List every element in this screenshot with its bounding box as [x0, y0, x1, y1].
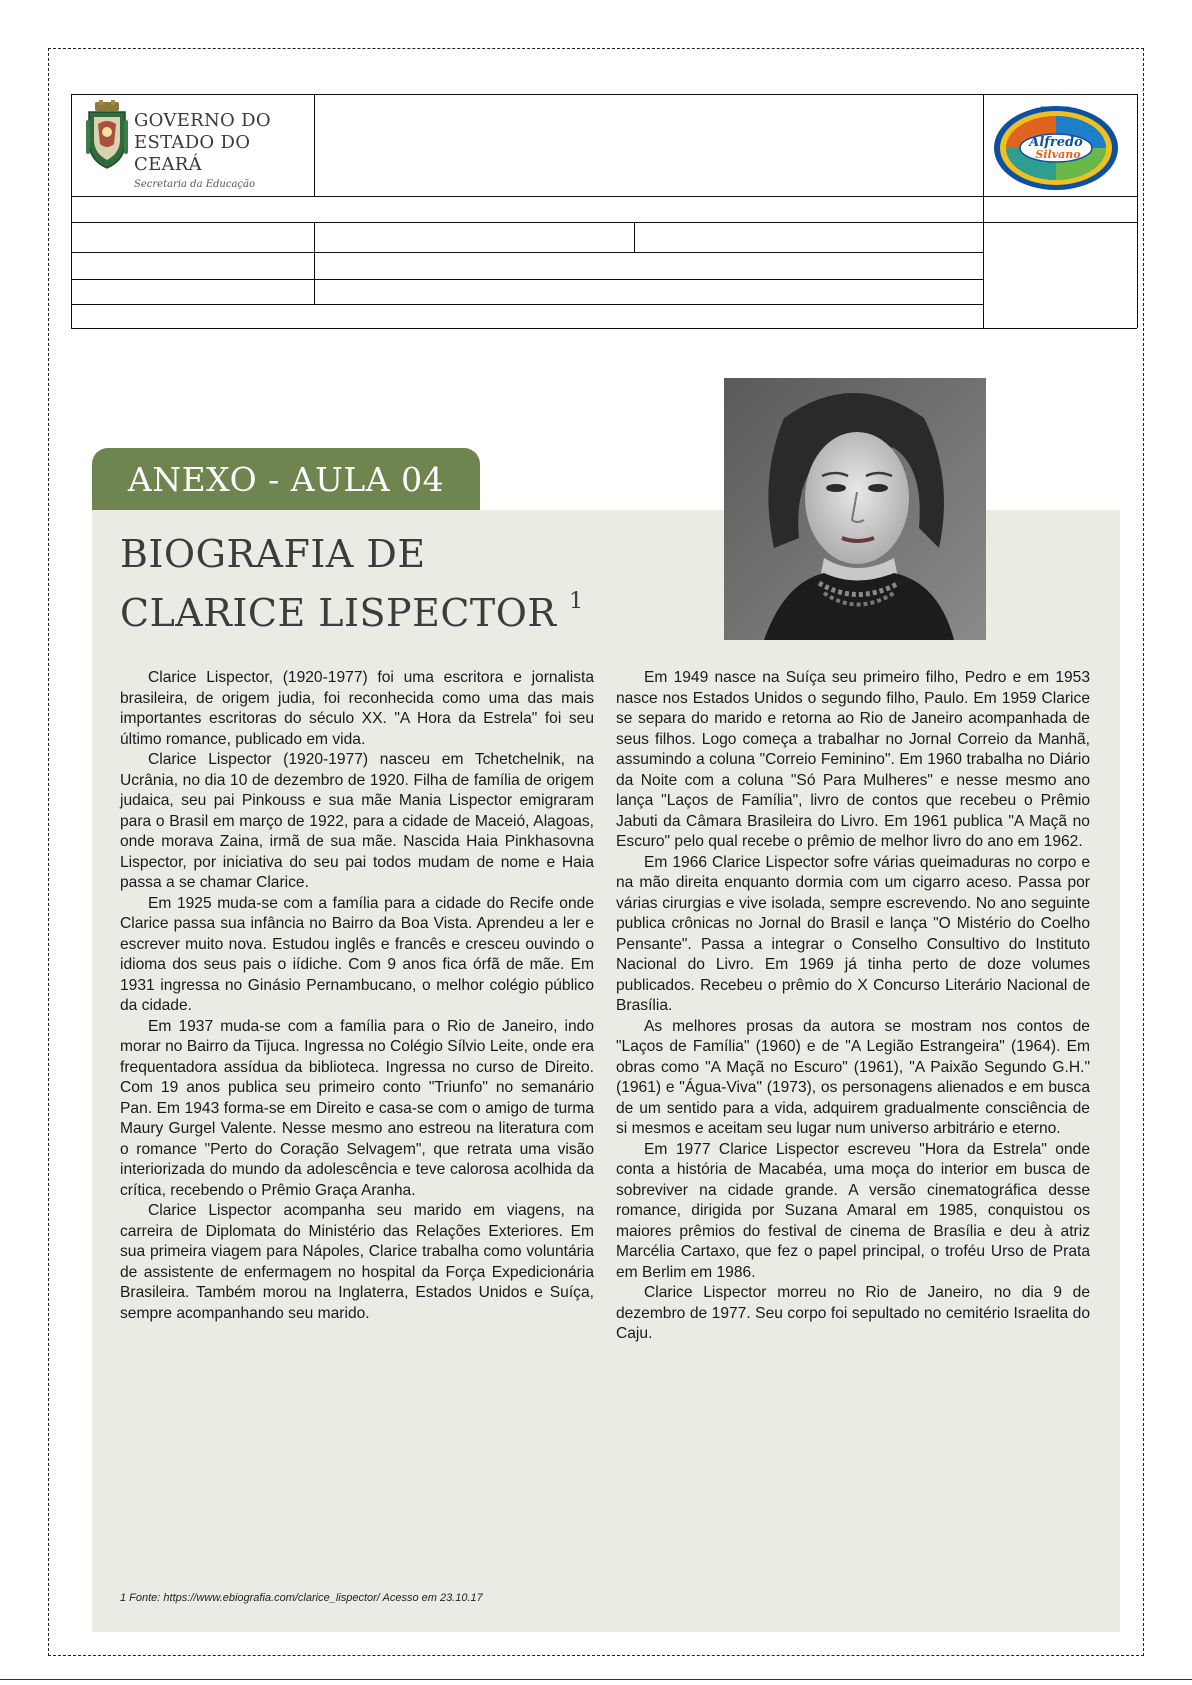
paragraph: Em 1949 nasce na Suíça seu primeiro filho, Pedro e em 1953 nasce nos Estados Unidos o segundo filho, Paulo. Em 1959 Clarice se separa do marido e retorna ao Rio de Janeiro acompanhada de seus filhos. Logo começa a trabalhar no Jornal Correio da Manhã, assumindo a coluna "Correio Feminino". Em 1960 trabalha no Diário da Noite com a coluna "Só Para Mulheres" e nesse mesmo ano lança "Laços de Família", livro de contos que recebeu o Prêmio Jabuti da Câmara Brasileira do Livro. Em 1961 publica "A Maçã no Escuro" pelo qual recebe o prêmio de melhor livro do ano em 1962. [616, 669, 1090, 850]
biography-title-line1: BIOGRAFIA DE [120, 532, 426, 576]
annex-tab [92, 448, 480, 510]
title-footnote-mark: 1 [569, 589, 584, 614]
paragraph: Em 1966 Clarice Lispector sofre várias queimaduras no corpo e na mão direita enquanto dormia com um cigarro aceso. Passa por várias cirurgias e vive isolada, sempre escrevendo. No ano seguinte publica crônicas no Jornal do Brasil e lança "O Mistério do Coelho Pensante". Passa a integrar o Conselho Consultivo do Instituto Nacional do Livro. Em 1969 já tinha perto de doze volumes publicados. Recebeu o prêmio do X Concurso Literário Nacional de Brasília. [616, 853, 1090, 1014]
paragraph: Em 1937 muda-se com a família para o Rio de Janeiro, indo morar no Bairro da Tijuca. Ingressa no Colégio Sílvio Leite, onde era frequentadora assídua da biblioteca. Ingressa no curso de Direito. Com 19 anos publica seu primeiro conto "Triunfo" no semanário Pan. Em 1943 forma-se em Direito e casa-se com o amigo de turma Maury Gurgel Valente. Nesse mesmo ano estreou na literatura com o romance "Perto do Coração Selvagem", que retrata uma visão interiorizada do mundo da adolescência e teve calorosa acolhida da crítica, recebendo o Prêmio Graça Aranha. [120, 1017, 594, 1199]
biography-column-left [120, 668, 594, 1324]
paragraph: Clarice Lispector acompanha seu marido em viagens, na carreira de Diplomata do Ministério das Relações Exteriores. Em sua primeira viagem para Nápoles, Clarice trabalha como voluntária de assistente de enfermagem no hospital da Força Expedicionária Brasileira. Também morou na Inglaterra, Estados Unidos e Suíça, sempre acompanhando seu marido. [120, 1202, 594, 1322]
paragraph: Clarice Lispector, (1920-1977) foi uma escritora e jornalista brasileira, de origem judia, foi reconhecida como uma das mais importantes escritoras do século XX. "A Hora da Estrela" foi seu último romance, publicado em vida. [120, 669, 594, 748]
school-logo-arc-text: EEMTI CEL [1040, 106, 1072, 113]
paragraph: Clarice Lispector morreu no Rio de Janeiro, no dia 9 de dezembro de 1977. Seu corpo foi sepultado no cemitério Israelita do Caju. [616, 1284, 1090, 1342]
biography-title [120, 530, 720, 637]
source-footnote: 1 Fonte: https://www.ebiografia.com/clarice_lispector/ Acesso em 23.10.17 [120, 1592, 483, 1604]
school-logo [990, 102, 1122, 192]
clarice-portrait-photo [724, 378, 986, 640]
school-emblem-icon [990, 102, 1122, 192]
school-logo-name-line1: Alfredo [1029, 135, 1083, 150]
paragraph: Clarice Lispector (1920-1977) nasceu em Tchetchelnik, na Ucrânia, no dia 10 de dezembro de 1920. Filha de família de origem judaica, seu pai Pinkouss e sua mãe Mania Lispector emigraram para o Brasil em março de 1922, para a cidade de Maceió, Alagoas, onde morava Zaina, irmã de sua mãe. Nascida Haia Pinkhasovna Lispector, por iniciativa do seu pai todos mudam de nome e Haia passa a se chamar Clarice. [120, 751, 594, 891]
paragraph: Em 1925 muda-se com a família para a cidade do Recife onde Clarice passa sua infância no Bairro da Boa Vista. Aprendeu a ler e escrever muito nova. Estudou inglês e francês e cresceu ouvindo o idioma dos seus pais o iídiche. Com 9 anos fica órfã de mãe. Em 1931 ingressa no Ginásio Pernambucano, o melhor colégio público da cidade. [120, 894, 594, 1014]
school-logo-name-line2: Silvano [1035, 148, 1081, 161]
biography-title-line2: CLARICE LISPECTOR [120, 591, 557, 635]
biography-column-right [616, 668, 1090, 1345]
gov-logo-line2: ESTADO DO CEARÁ [134, 132, 251, 175]
bottom-rule [0, 1679, 1192, 1680]
paragraph: Em 1977 Clarice Lispector escreveu "Hora da Estrela" onde conta a história de Macabéa, uma moça do interior em busca de sobreviver na cidade grande. A versão cinematográfica desse romance, dirigida por Suzana Amaral em 1985, conquistou os maiores prêmios do festival de cinema de Brasília e deu à atriz Marcélia Cartaxo, que fez o papel principal, o troféu Urso de Prata em Berlim em 1986. [616, 1140, 1090, 1281]
paragraph: As melhores prosas da autora se mostram nos contos de "Laços de Família" (1960) e de "A Legião Estrangeira" (1964). Em obras como "A Maçã no Escuro" (1961), "A Paixão Segundo G.H." (1961) e "Água-Viva" (1973), os personagens alienados e em busca de um sentido para a vida, adquirem gradualmente consciência de si mesmos e aceitam seu lugar num universo arbitrário e eterno. [616, 1017, 1090, 1137]
gov-logo-line3: Secretaria da Educação [134, 179, 255, 190]
gov-logo-line1: GOVERNO DO [134, 110, 271, 131]
annex-tab-label: ANEXO - AULA 04 [127, 459, 445, 499]
government-logo [84, 100, 304, 190]
ceara-coat-of-arms-icon [84, 100, 130, 170]
